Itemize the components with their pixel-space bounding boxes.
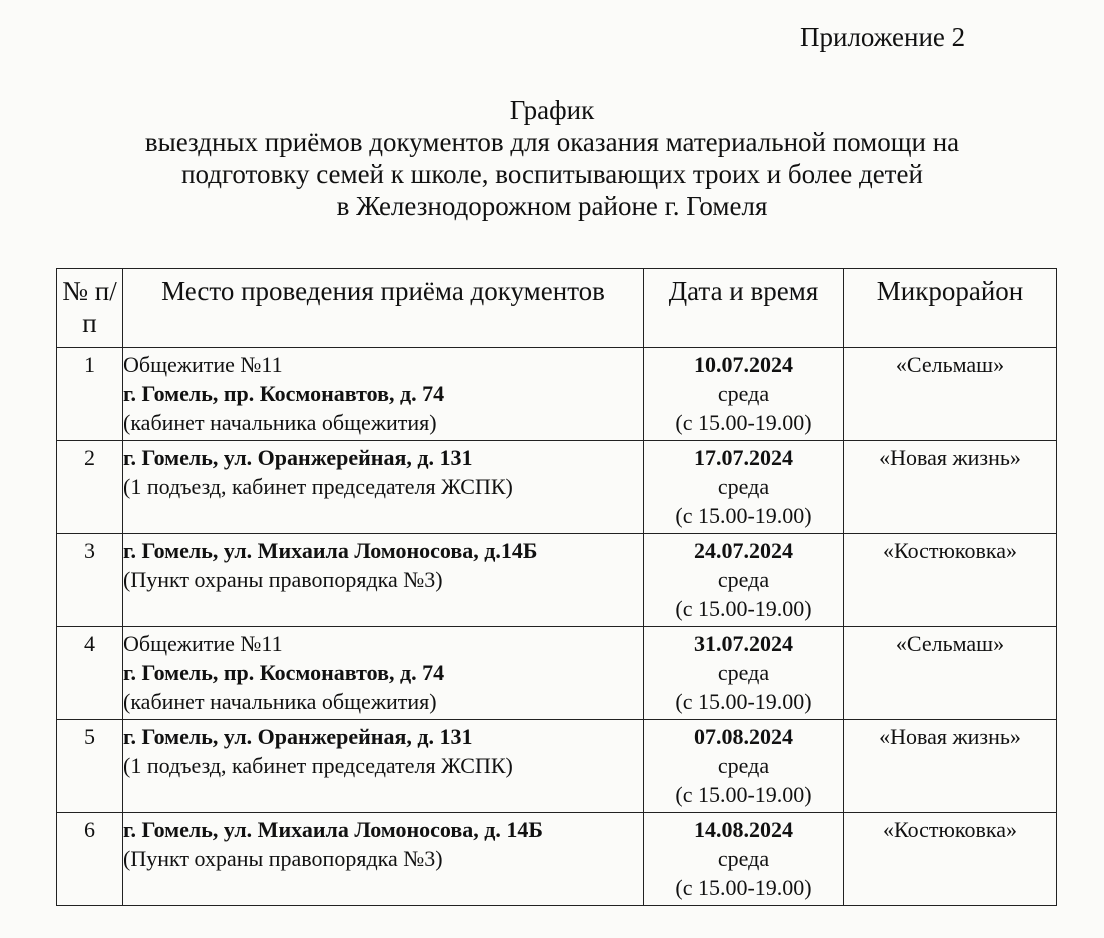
row-district: «Новая жизнь» xyxy=(844,720,1057,813)
row-time: (с 15.00-19.00) xyxy=(675,782,812,807)
place-note: (кабинет начальника общежития) xyxy=(123,689,437,714)
table-row xyxy=(57,813,1057,906)
row-number: 5 xyxy=(57,720,123,813)
place-note: (кабинет начальника общежития) xyxy=(123,410,437,435)
row-place xyxy=(123,534,644,627)
row-datetime xyxy=(644,348,844,441)
row-weekday: среда xyxy=(717,660,770,685)
row-time: (с 15.00-19.00) xyxy=(675,875,812,900)
row-district: «Сельмаш» xyxy=(844,627,1057,720)
row-time: (с 15.00-19.00) xyxy=(675,503,812,528)
row-date: 31.07.2024 xyxy=(694,631,793,656)
row-time: (с 15.00-19.00) xyxy=(675,596,812,621)
place-address: г. Гомель, ул. Оранжерейная, д. 131 xyxy=(123,445,473,470)
row-weekday: среда xyxy=(717,567,770,592)
place-address: г. Гомель, ул. Оранжерейная, д. 131 xyxy=(123,724,473,749)
header-place: Место проведения приёма документов xyxy=(123,269,644,348)
table-row xyxy=(57,441,1057,534)
place-note: (1 подъезд, кабинет председателя ЖСПК) xyxy=(123,474,513,499)
place-note: (1 подъезд, кабинет председателя ЖСПК) xyxy=(123,753,513,778)
table-header-row xyxy=(57,269,1057,348)
row-weekday: среда xyxy=(717,846,770,871)
header-district: Микрорайон xyxy=(844,269,1057,348)
row-weekday: среда xyxy=(717,381,770,406)
schedule-table xyxy=(56,268,1057,906)
row-date: 17.07.2024 xyxy=(694,445,793,470)
row-datetime xyxy=(644,627,844,720)
row-time: (с 15.00-19.00) xyxy=(675,689,812,714)
place-note: (Пункт охраны правопорядка №3) xyxy=(123,567,443,592)
place-address: г. Гомель, ул. Михаила Ломоносова, д. 14Б xyxy=(123,817,543,842)
row-number: 2 xyxy=(57,441,123,534)
place-note: (Пункт охраны правопорядка №3) xyxy=(123,846,443,871)
title-line-2: выездных приёмов документов для оказания материальной помощи на xyxy=(144,127,960,157)
place-address: г. Гомель, ул. Михаила Ломоносова, д.14Б xyxy=(123,538,538,563)
table-row xyxy=(57,627,1057,720)
row-number: 1 xyxy=(57,348,123,441)
title-line-3: подготовку семей к школе, воспитывающих троих и более детей xyxy=(181,159,923,189)
row-number: 4 xyxy=(57,627,123,720)
title-line-4: в Железнодорожном районе г. Гомеля xyxy=(336,191,768,221)
row-date: 07.08.2024 xyxy=(694,724,793,749)
row-place xyxy=(123,348,644,441)
row-district: «Костюковка» xyxy=(844,813,1057,906)
table-row xyxy=(57,720,1057,813)
row-time: (с 15.00-19.00) xyxy=(675,410,812,435)
place-pre: Общежитие №11 xyxy=(123,352,283,377)
row-district: «Костюковка» xyxy=(844,534,1057,627)
row-datetime xyxy=(644,720,844,813)
row-place xyxy=(123,720,644,813)
title-line-1: График xyxy=(509,95,595,125)
place-address: г. Гомель, пр. Космонавтов, д. 74 xyxy=(123,381,445,406)
row-number: 6 xyxy=(57,813,123,906)
row-datetime xyxy=(644,813,844,906)
document-title xyxy=(0,94,1104,222)
row-datetime xyxy=(644,441,844,534)
place-address: г. Гомель, пр. Космонавтов, д. 74 xyxy=(123,660,445,685)
row-datetime xyxy=(644,534,844,627)
row-date: 14.08.2024 xyxy=(694,817,793,842)
row-district: «Сельмаш» xyxy=(844,348,1057,441)
row-place xyxy=(123,441,644,534)
row-weekday: среда xyxy=(717,474,770,499)
row-district: «Новая жизнь» xyxy=(844,441,1057,534)
row-weekday: среда xyxy=(717,753,770,778)
row-date: 10.07.2024 xyxy=(694,352,793,377)
row-place xyxy=(123,813,644,906)
row-date: 24.07.2024 xyxy=(694,538,793,563)
header-date: Дата и время xyxy=(644,269,844,348)
appendix-label: Приложение 2 xyxy=(800,22,966,52)
row-place xyxy=(123,627,644,720)
table-row xyxy=(57,534,1057,627)
row-number: 3 xyxy=(57,534,123,627)
header-num: № п/п xyxy=(57,269,123,348)
place-pre: Общежитие №11 xyxy=(123,631,283,656)
table-row xyxy=(57,348,1057,441)
